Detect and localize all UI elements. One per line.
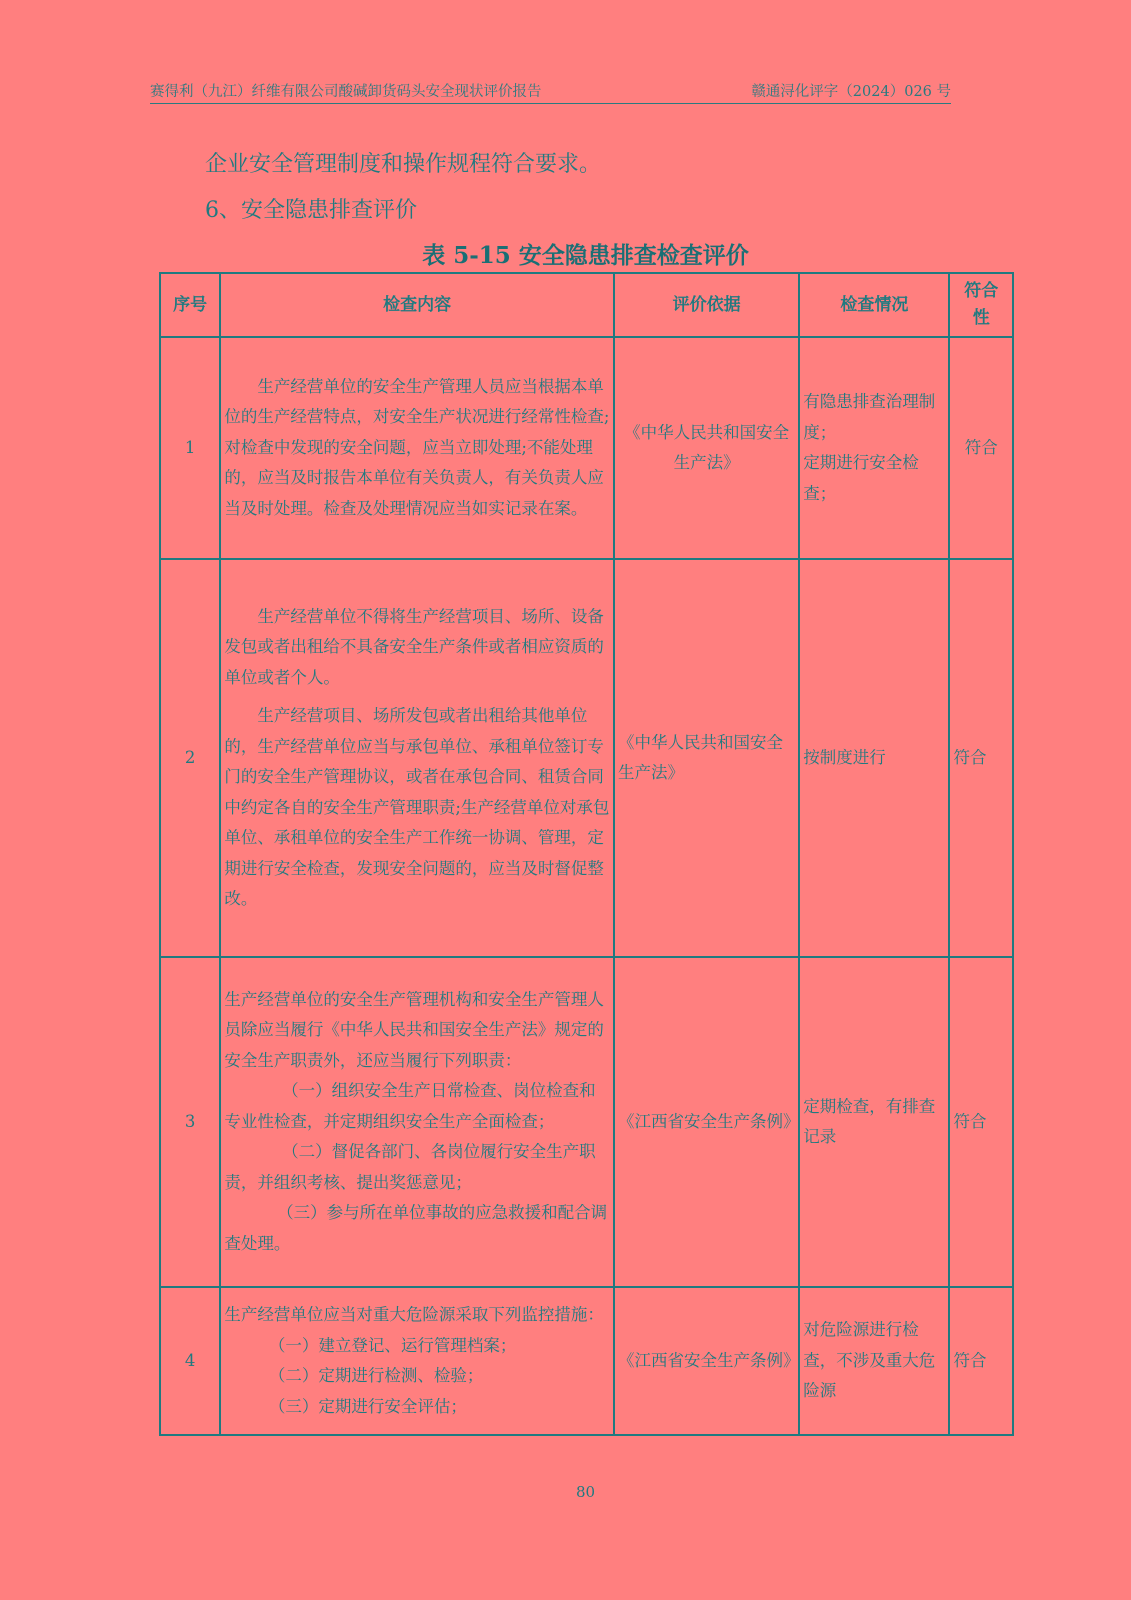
header-report-number: 赣通浔化评字（2024）026 号 xyxy=(751,84,951,100)
row-basis: 《中华人民共和国安全生产法》 xyxy=(614,337,799,559)
table-row xyxy=(160,957,1013,1287)
header-seq: 序号 xyxy=(160,273,220,337)
row-compliance: 符合 xyxy=(949,1287,1013,1435)
table-caption: 表 5-15 安全隐患排查检查评价 xyxy=(422,242,749,269)
table-header-row xyxy=(160,273,1013,337)
row-seq: 4 xyxy=(160,1287,220,1435)
row-content: 生产经营单位不得将生产经营项目、场所、设备发包或者出租给不具备安全生产条件或者相应资质的单位或者个人。 生产经营项目、场所发包或者出租给其他单位的，生产经营单位应当与承包单位、承租单位签订专门的安全生产管理协议，或者在承包合同、租赁合同中约定各自的安全生产管理职责;生产经营单位对承包单位、承租单位的安全生产工作统一协调、管理，定期进行安全检查，发现安全问题的，应当及时督促整改。 xyxy=(220,559,614,957)
section-heading: 6、安全隐患排查评价 xyxy=(205,198,417,223)
row-content: 生产经营单位的安全生产管理机构和安全生产管理人员除应当履行《中华人民共和国安全生产法》规定的安全生产职责外，还应当履行下列职责： （一）组织安全生产日常检查、岗位检查和专业性检查，并定期组织安全生产全面检查； （二）督促各部门、各岗位履行安全生产职责，并组织考核、提出奖惩意见； （三）参与所在单位事故的应急救援和配合调查处理。 xyxy=(220,957,614,1287)
row-basis: 《中华人民共和国安全生产法》 xyxy=(614,559,799,957)
table-row xyxy=(160,559,1013,957)
row-status: 对危险源进行检查，不涉及重大危险源 xyxy=(799,1287,949,1435)
row-status: 定期检查，有排查记录 xyxy=(799,957,949,1287)
row-compliance: 符合 xyxy=(949,957,1013,1287)
row-basis: 《江西省安全生产条例》 xyxy=(614,957,799,1287)
page-number: 80 xyxy=(575,1483,596,1501)
table-row xyxy=(160,1287,1013,1435)
row-status: 按制度进行 xyxy=(799,559,949,957)
row-compliance: 符合 xyxy=(949,559,1013,957)
row-seq: 2 xyxy=(160,559,220,957)
header-status: 检查情况 xyxy=(799,273,949,337)
table-row xyxy=(160,337,1013,559)
hazard-inspection-table xyxy=(159,272,1014,1436)
header-basis: 评价依据 xyxy=(614,273,799,337)
header-report-title: 赛得利（九江）纤维有限公司酸碱卸货码头安全现状评价报告 xyxy=(150,84,542,100)
body-paragraph: 企业安全管理制度和操作规程符合要求。 xyxy=(205,152,602,177)
running-header xyxy=(150,80,951,104)
header-content: 检查内容 xyxy=(220,273,614,337)
header-compliance: 符合 性 xyxy=(949,273,1013,337)
row-seq: 3 xyxy=(160,957,220,1287)
row-basis: 《江西省安全生产条例》 xyxy=(614,1287,799,1435)
row-content: 生产经营单位应当对重大危险源采取下列监控措施： （一）建立登记、运行管理档案； （二）定期进行检测、检验； （三）定期进行安全评估； xyxy=(220,1287,614,1435)
row-content: 生产经营单位的安全生产管理人员应当根据本单位的生产经营特点，对安全生产状况进行经常性检查;对检查中发现的安全问题，应当立即处理;不能处理的，应当及时报告本单位有关负责人，有关负责人应当及时处理。检查及处理情况应当如实记录在案。 xyxy=(220,337,614,559)
row-compliance: 符合 xyxy=(949,337,1013,559)
row-status: 有隐患排查治理制度； 定期进行安全检查； xyxy=(799,337,949,559)
row-seq: 1 xyxy=(160,337,220,559)
